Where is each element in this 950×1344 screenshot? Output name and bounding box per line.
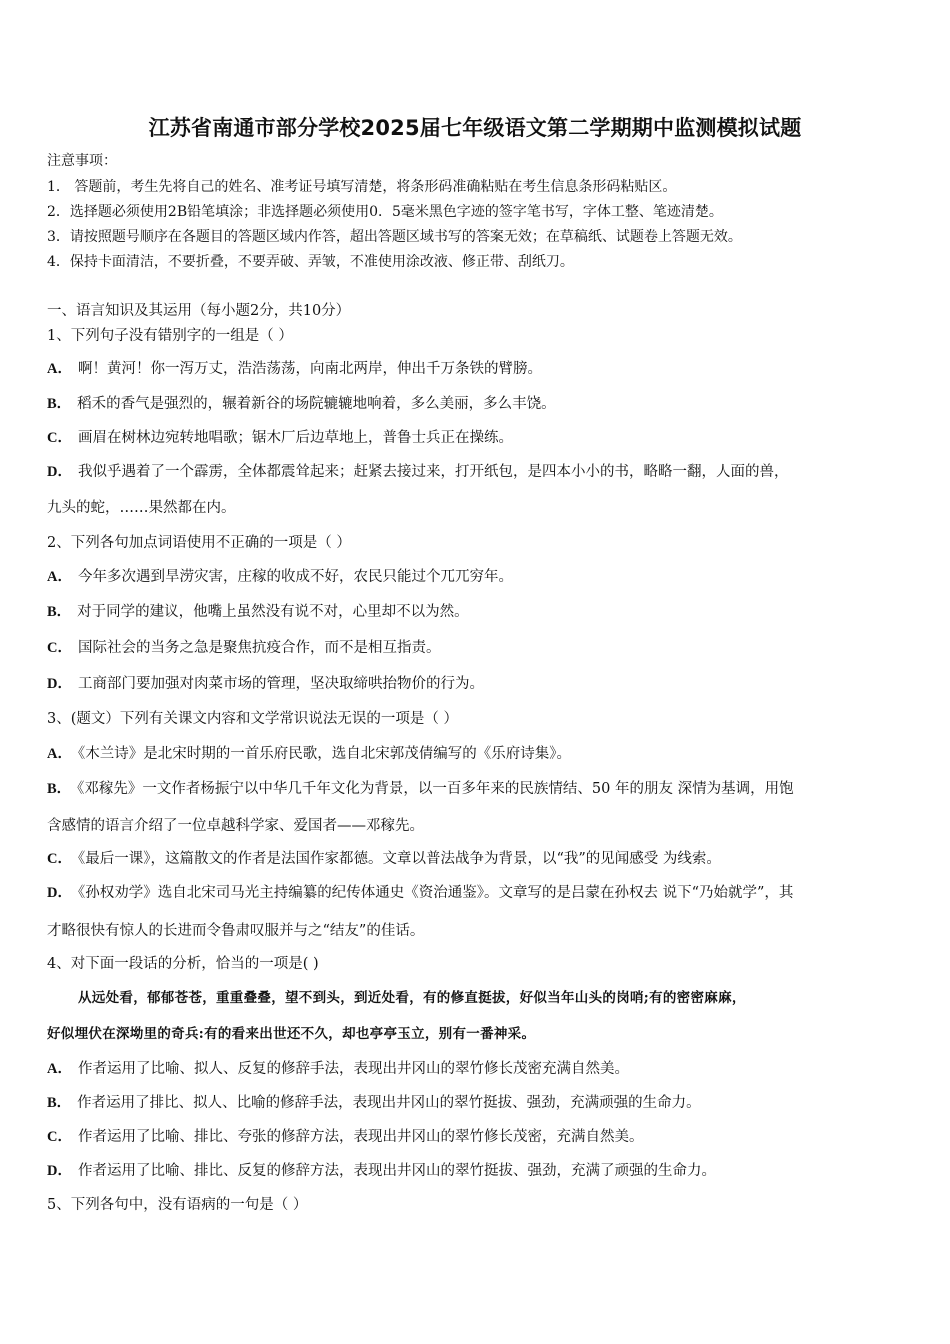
question-3-option-b (47, 780, 794, 798)
question-5-stem: 5、下列各句中，没有语病的一句是（ ） (47, 1197, 308, 1213)
question-1-option-a (47, 360, 542, 378)
question-1-option-b (47, 395, 556, 413)
question-2-option-b (47, 603, 469, 621)
question-4-option-a (47, 1060, 629, 1078)
option-text: 作者运用了比喻、排比、反复的修辞方法，表现出井冈山的翠竹挺拔、强劲，充满了顽强的生命力。 (77, 1163, 716, 1179)
question-4-stem: 4、对下面一段话的分析，恰当的一项是( ) (47, 956, 319, 972)
section-heading: 一、语言知识及其运用（每小题2分，共10分） (47, 303, 351, 319)
option-letter: B． (47, 396, 72, 412)
option-letter: B． (47, 604, 72, 620)
option-text: 稻禾的香气是强烈的，辗着新谷的场院辘辘地响着，多么美丽，多么丰饶。 (77, 396, 556, 412)
question-4-option-b (47, 1094, 701, 1112)
option-text: 啊！黄河！你一泻万丈，浩浩荡荡，向南北两岸，伸出千万条铁的臂膀。 (77, 361, 542, 377)
question-1-option-d (47, 463, 788, 481)
option-letter: A． (47, 361, 72, 377)
question-4-option-c (47, 1128, 643, 1146)
option-text: 我似乎遇着了一个霹雳，全体都震耸起来；赶紧去接过来，打开纸包，是四本小小的书，略略一翻，人面的兽， (77, 464, 789, 480)
option-letter: C． (47, 430, 72, 446)
notice-item: 2．选择题必须使用2B铅笔填涂；非选择题必须使用0．5毫米黑色字迹的签字笔书写，字体工整、笔迹清楚。 (47, 204, 723, 220)
option-letter: D． (47, 676, 72, 692)
option-letter: B． (47, 1095, 72, 1111)
option-letter: C． (47, 851, 72, 867)
question-3-option-c (47, 850, 721, 868)
option-text: 《最后一课》，这篇散文的作者是法国作家都德。文章以普法战争为背景，以“我”的见闻感受 为线索。 (77, 851, 721, 867)
option-text: 《邓稼先》一文作者杨振宁以中华几千年文化为背景，以一百多年来的民族情结、50 年的朋友 深情为基调，用饱 (77, 781, 794, 797)
option-text: 国际社会的当务之急是聚焦抗疫合作，而不是相互指责。 (77, 640, 441, 656)
notice-item: 4．保持卡面清洁，不要折叠，不要弄破、弄皱，不准使用涂改液、修正带、刮纸刀。 (47, 254, 574, 270)
question-3-stem: 3、(题文）下列有关课文内容和文学常识说法无误的一项是（ ） (47, 711, 458, 727)
question-3-option-d-cont: 才略很快有惊人的长进而令鲁肃叹服并与之“结友”的佳话。 (47, 923, 425, 939)
option-letter: A． (47, 569, 72, 585)
option-letter: A． (47, 1061, 72, 1077)
question-4-option-d (47, 1162, 716, 1180)
question-2-option-d (47, 675, 484, 693)
page-title: 江苏省南通市部分学校2025届七年级语文第二学期期中监测模拟试题 (148, 116, 802, 140)
option-text: 工商部门要加强对肉菜市场的管理，坚决取缔哄抬物价的行为。 (77, 676, 484, 692)
notice-item: 3．请按照题号顺序在各题目的答题区域内作答，超出答题区域书写的答案无效；在草稿纸、试题卷上答题无效。 (47, 229, 742, 245)
question-2-option-a (47, 568, 513, 586)
option-letter: A． (47, 746, 72, 762)
question-4-passage-cont: 好似埋伏在深坳里的奇兵:有的看来出世还不久，却也亭亭玉立，别有一番神采。 (47, 1026, 536, 1042)
option-text: 今年多次遇到旱涝灾害，庄稼的收成不好，农民只能过个兀兀穷年。 (77, 569, 513, 585)
question-1-stem: 1、下列句子没有错别字的一组是（ ） (47, 328, 293, 344)
question-3-option-b-cont: 含感情的语言介绍了一位卓越科学家、爱国者——邓稼先。 (47, 818, 424, 834)
option-letter: D． (47, 464, 72, 480)
option-letter: D． (47, 885, 72, 901)
question-1-option-d-cont: 九头的蛇，……果然都在内。 (47, 500, 236, 516)
option-letter: C． (47, 1129, 72, 1145)
notice-item: 1． 答题前，考生先将自己的姓名、准考证号填写清楚，将条形码准确粘贴在考生信息条形码粘贴区。 (47, 179, 677, 195)
option-text: 作者运用了比喻、拟人、反复的修辞手法，表现出井冈山的翠竹修长茂密充满自然美。 (77, 1061, 629, 1077)
option-text: 对于同学的建议，他嘴上虽然没有说不对，心里却不以为然。 (77, 604, 469, 620)
question-3-option-a (47, 745, 571, 763)
option-letter: B． (47, 781, 72, 797)
option-text: 画眉在树林边宛转地唱歌；锯木厂后边草地上，普鲁士兵正在操练。 (77, 430, 513, 446)
option-letter: D． (47, 1163, 72, 1179)
question-3-option-d (47, 884, 793, 902)
question-4-passage: 从远处看，郁郁苍苍，重重叠叠，望不到头，到近处看，有的修直挺拔，好似当年山头的岗哨;有的密密麻麻， (78, 990, 746, 1006)
question-2-stem: 2、下列各句加点词语使用不正确的一项是（ ） (47, 535, 351, 551)
option-text: 作者运用了比喻、排比、夸张的修辞方法，表现出井冈山的翠竹修长茂密，充满自然美。 (77, 1129, 644, 1145)
question-1-option-c (47, 429, 513, 447)
question-2-option-c (47, 639, 440, 657)
option-text: 《木兰诗》是北宋时期的一首乐府民歌，选自北宋郭茂倩编写的《乐府诗集》。 (77, 746, 571, 762)
option-letter: C． (47, 640, 72, 656)
option-text: 作者运用了排比、拟人、比喻的修辞手法，表现出井冈山的翠竹挺拔、强劲，充满顽强的生命力。 (77, 1095, 701, 1111)
option-text: 《孙权劝学》选自北宋司马光主持编纂的纪传体通史《资治通鉴》。文章写的是吕蒙在孙权去 说下“乃始就学”，其 (77, 885, 794, 901)
notice-heading: 注意事项： (47, 153, 117, 169)
